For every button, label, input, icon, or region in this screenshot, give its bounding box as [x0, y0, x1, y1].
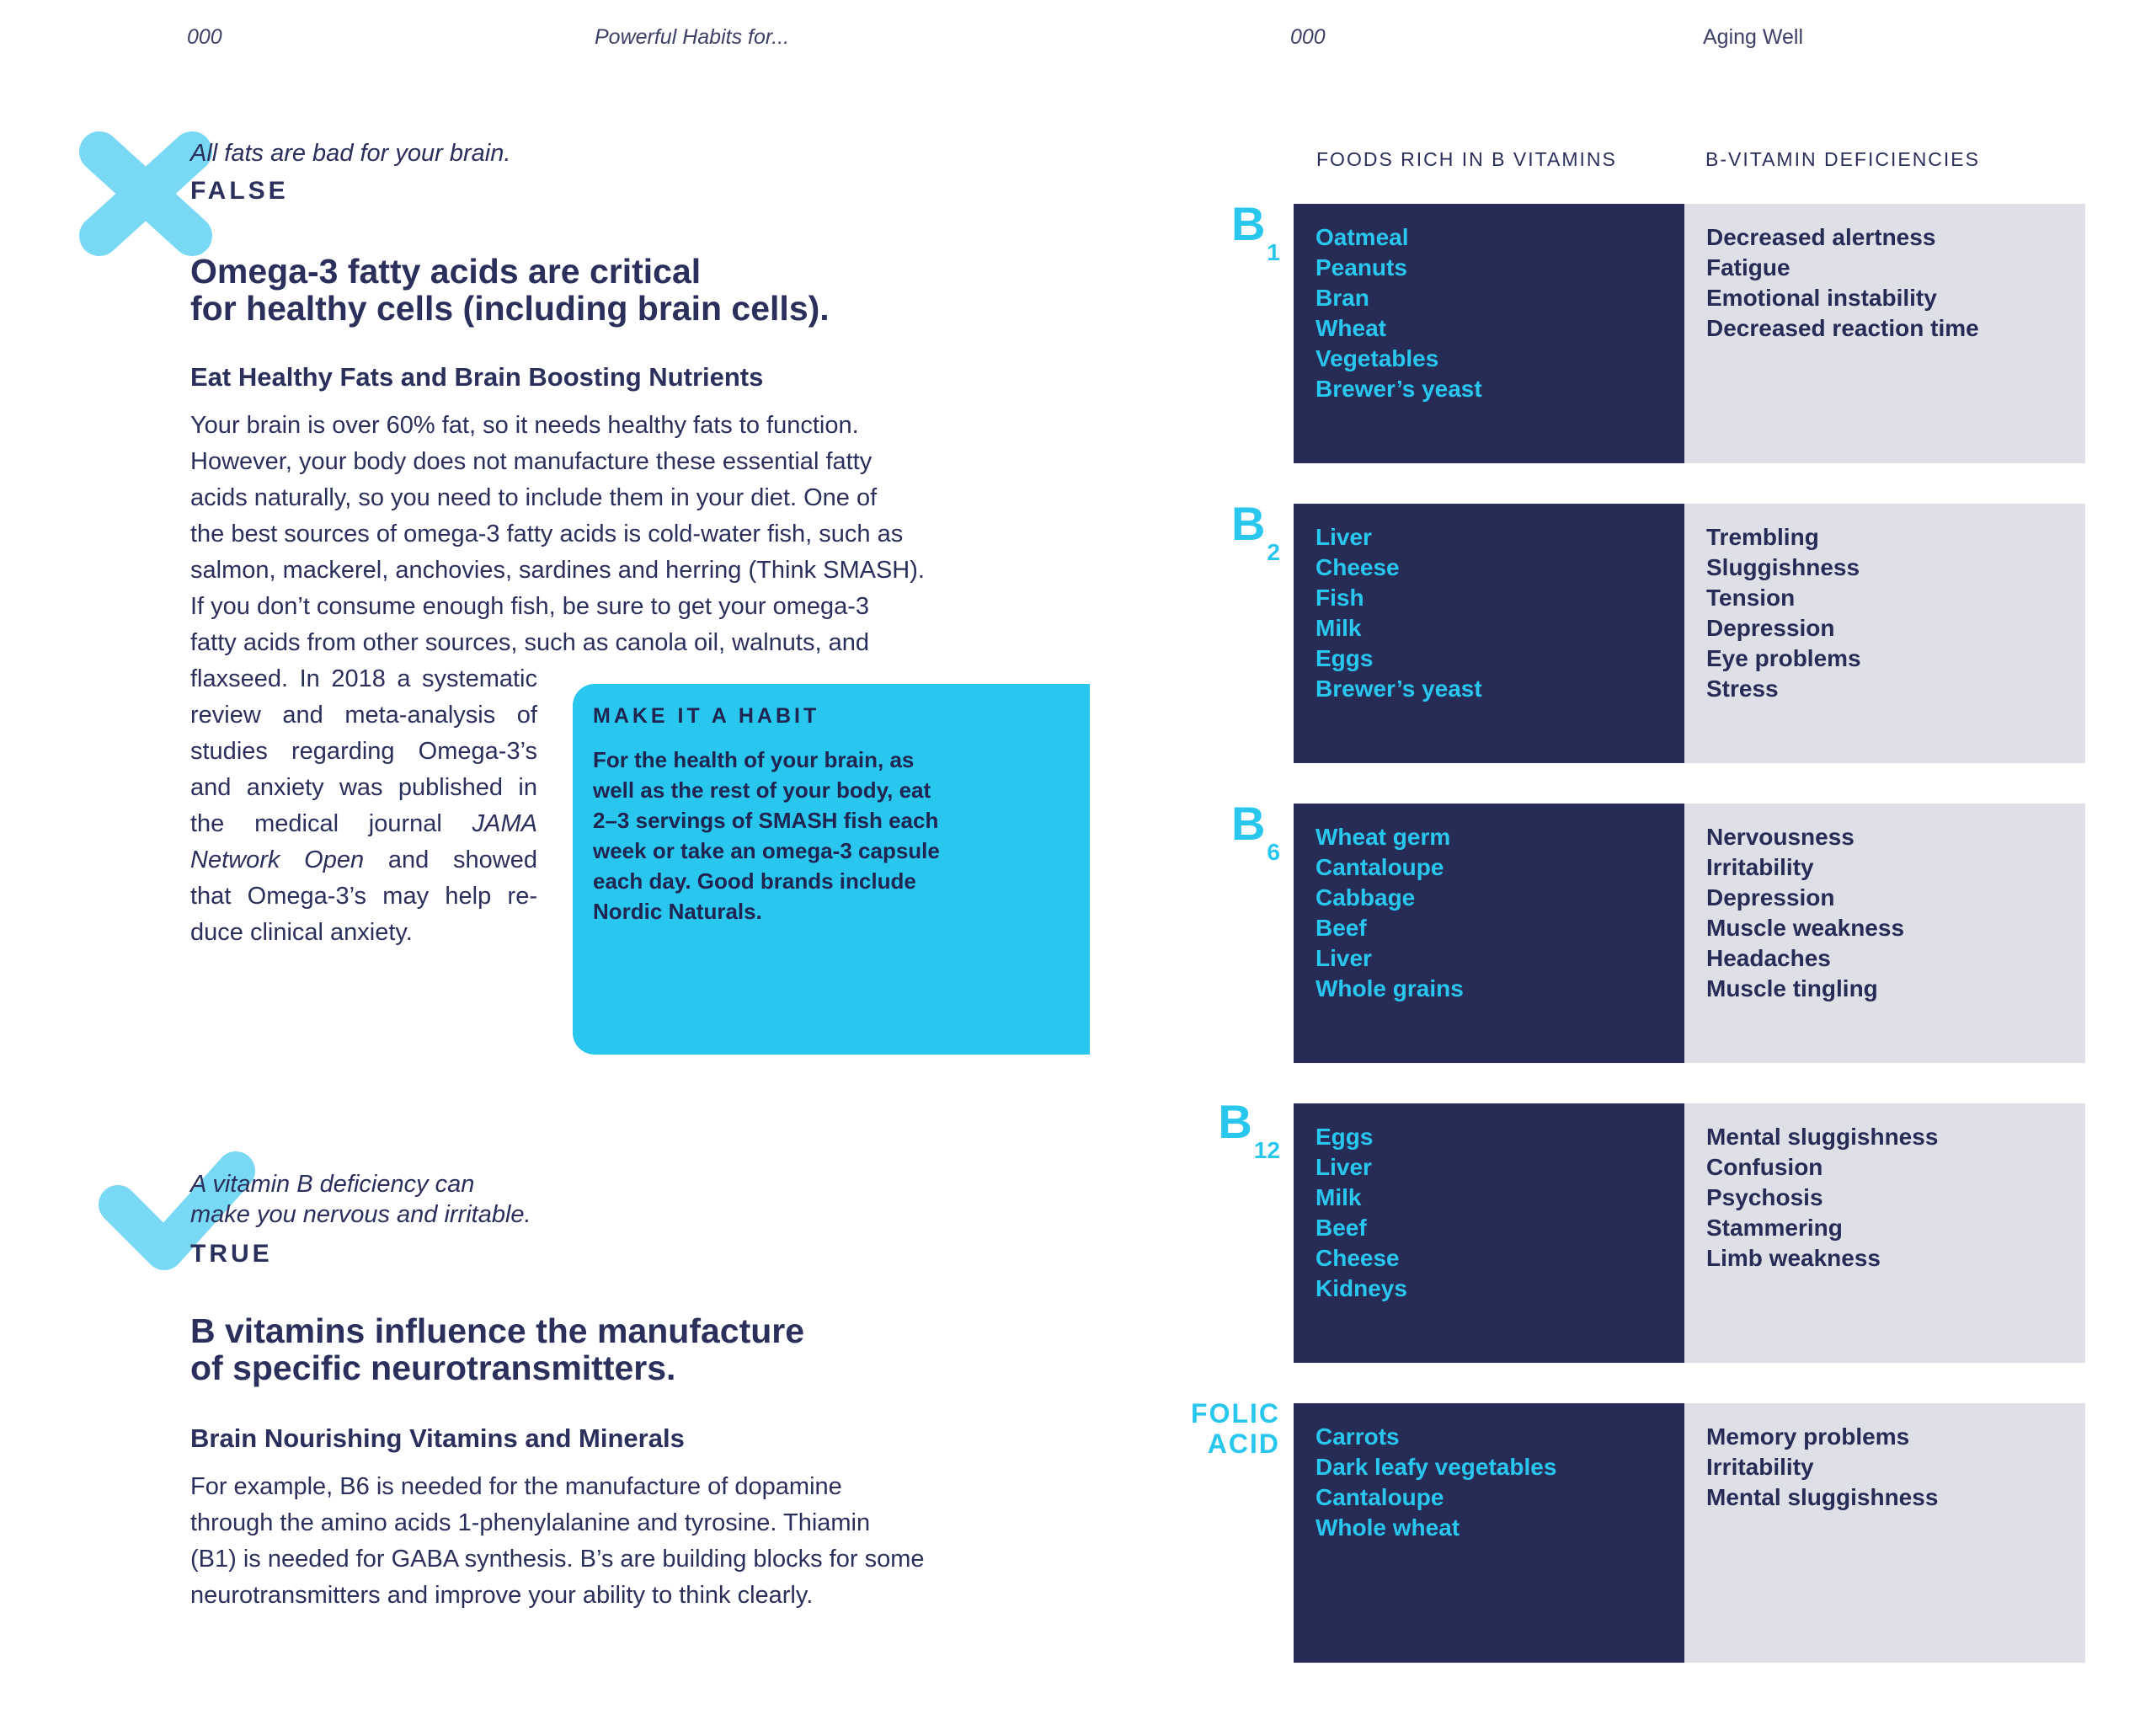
deficiencies-list: Decreased alertness Fatigue Emotional instability Decreased reaction time	[1706, 224, 1979, 341]
verdict-false: FALSE	[190, 177, 289, 205]
foods-cell	[1294, 1103, 1684, 1363]
left-running-title: Powerful Habits for...	[595, 25, 790, 49]
right-running-title: Aging Well	[1703, 25, 1804, 49]
body-omega3-study: flaxseed. In 2018 a systematic review and meta-analysis of studies regarding Omega-3’s and anxiety was published in the medical journal JAMA Network Open and showed that Omega-3’s may help re- duce clinical anxiety.	[190, 665, 537, 946]
verdict-true: TRUE	[190, 1240, 273, 1268]
make-it-a-habit-box	[573, 684, 1090, 1055]
habit-text: For the health of your brain, as well as the rest of your body, eat 2–3 servings of SMASH fish each week or take an omega-3 capsule each day. Good brands include Nordic Naturals.	[593, 747, 940, 924]
headline-b-vitamins: B vitamins influence the manufacture of specific neurotransmitters.	[190, 1311, 805, 1387]
foods-list: Eggs Liver Milk Beef Cheese Kidneys	[1315, 1124, 1407, 1301]
foods-cell	[1294, 804, 1684, 1063]
column-header-foods: FOODS RICH IN B VITAMINS	[1316, 148, 1617, 170]
subhead-healthy-fats: Eat Healthy Fats and Brain Boosting Nutrients	[190, 362, 764, 392]
foods-cell	[1294, 504, 1684, 763]
foods-list: Oatmeal Peanuts Bran Wheat Vegetables Brewer’s yeast	[1315, 224, 1482, 402]
vitamin-row-b2	[1294, 504, 2085, 763]
vitamin-row-b1	[1294, 204, 2085, 463]
foods-cell	[1294, 204, 1684, 463]
deficiencies-list: Mental sluggishness Confusion Psychosis Stammering Limb weakness	[1706, 1124, 1939, 1271]
foods-list: Liver Cheese Fish Milk Eggs Brewer’s yeast	[1315, 524, 1482, 702]
claim-fats: All fats are bad for your brain.	[190, 140, 511, 167]
left-page-number: 000	[187, 25, 222, 49]
body-healthy-fats: Your brain is over 60% fat, so it needs healthy fats to function. However, your body does not manufacture these essential fatty acids naturally, so you need to include them in your diet. One of the best sources of omega-3 fatty acids is cold-water fish, such as salmon, mackerel, anchovies, sardines and herring (Think SMASH). If you don’t consume enough fish, be sure to get your omega-3 fatty acids from other sources, such as canola oil, walnuts, and	[190, 412, 925, 656]
headline-omega3: Omega-3 fatty acids are critical for healthy cells (including brain cells).	[190, 252, 830, 328]
deficiencies-cell	[1684, 804, 2085, 1063]
deficiencies-cell	[1684, 1103, 2085, 1363]
deficiencies-list: Memory problems Irritability Mental sluggishness	[1706, 1423, 1939, 1510]
deficiencies-list: Nervousness Irritability Depression Muscle weakness Headaches Muscle tingling	[1706, 824, 1905, 1001]
foods-list: Wheat germ Cantaloupe Cabbage Beef Liver Whole grains	[1315, 824, 1464, 1001]
vitamin-row-b6	[1294, 804, 2085, 1063]
deficiencies-cell	[1684, 504, 2085, 763]
vitamin-label-b12: B12	[1218, 1095, 1280, 1163]
deficiencies-cell	[1684, 1403, 2085, 1663]
vitamin-label-b2: B2	[1230, 497, 1280, 565]
body-vitamins: For example, B6 is needed for the manufacture of dopamine through the amino acids 1-phenylalanine and tyrosine. Thiamin (B1) is needed for GABA synthesis. B’s are building blocks for some neurotransmitters and improve your ability to think clearly.	[190, 1473, 925, 1609]
claim-vitamin-b: A vitamin B deficiency can make you nervous and irritable.	[190, 1171, 531, 1228]
column-header-deficiencies: B-VITAMIN DEFICIENCIES	[1705, 148, 1980, 170]
foods-cell	[1294, 1403, 1684, 1663]
vitamin-label-folic-acid: FOLIC ACID	[1191, 1398, 1280, 1459]
foods-list: Carrots Dark leafy vegetables Cantaloupe Whole wheat	[1315, 1423, 1557, 1541]
deficiencies-list: Trembling Sluggishness Tension Depression Eye problems Stress	[1706, 524, 1861, 702]
vitamin-label-b6: B6	[1230, 797, 1280, 865]
vitamin-label-b1: B1	[1230, 197, 1280, 265]
habit-title: MAKE IT A HABIT	[593, 704, 820, 728]
subhead-vitamins-minerals: Brain Nourishing Vitamins and Minerals	[190, 1423, 685, 1453]
right-page-number: 000	[1290, 25, 1326, 49]
deficiencies-cell	[1684, 204, 2085, 463]
vitamin-row-b12	[1294, 1103, 2085, 1363]
vitamin-row-folic-acid	[1294, 1403, 2085, 1663]
